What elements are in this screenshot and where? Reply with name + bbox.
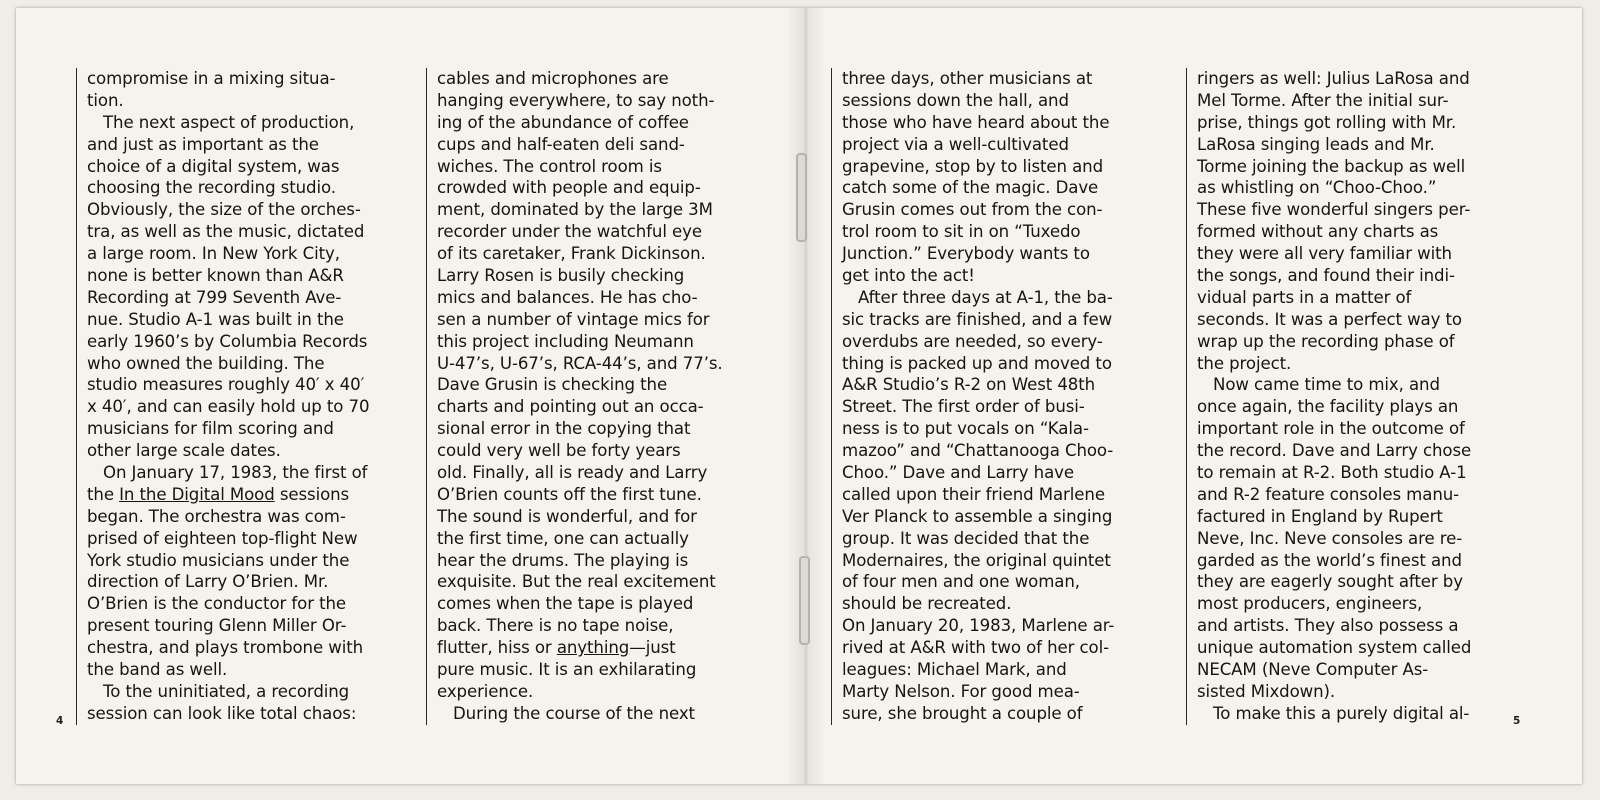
text-line: rived at A&R with two of her col-: [842, 638, 1109, 658]
text-line: The next aspect of production,: [103, 112, 355, 132]
text-line: most producers, engineers,: [1197, 594, 1423, 614]
text-column-4: [1186, 68, 1497, 725]
text-line: Choo.” Dave and Larry have: [842, 463, 1074, 483]
text-line: York studio musicians under the: [87, 550, 350, 570]
right-page: [806, 8, 1582, 784]
text-line: began. The orchestra was com-: [87, 506, 346, 526]
text-line: To make this a purely digital al-: [1213, 703, 1470, 723]
text-line: cables and microphones are: [437, 69, 669, 88]
text-line: and just as important as the: [87, 134, 319, 154]
text-line: nue. Studio A-1 was built in the: [87, 309, 344, 329]
text-line: a large room. In New York City,: [87, 244, 340, 264]
text-line: prised of eighteen top-flight New: [87, 528, 358, 548]
text-line: LaRosa singing leads and Mr.: [1197, 134, 1435, 154]
text-line: important role in the outcome of: [1197, 419, 1465, 439]
text-line: Neve, Inc. Neve consoles are re-: [1197, 528, 1463, 548]
text-line: once again, the facility plays an: [1197, 397, 1459, 417]
text-line: trol room to sit in on “Tuxedo: [842, 222, 1081, 242]
text-line: Dave Grusin is checking the: [437, 375, 668, 395]
text-line: this project including Neumann: [437, 331, 694, 351]
text-line: The sound is wonderful, and for: [437, 506, 697, 526]
text-line: experience.: [437, 681, 534, 701]
text-line: pure music. It is an exhilarating: [437, 660, 697, 680]
text-column-2: [426, 68, 737, 725]
text-line: ing of the abundance of coffee: [437, 112, 689, 132]
text-line: musicians for film scoring and: [87, 419, 334, 439]
text-line: cups and half-eaten deli sand-: [437, 134, 685, 154]
text-line: sure, she brought a couple of: [842, 703, 1083, 723]
text-line: exquisite. But the real excitement: [437, 572, 716, 592]
text-line: none is better known than A&R: [87, 266, 344, 286]
text-line: ness is to put vocals on “Kala-: [842, 419, 1089, 439]
text-line: session can look like total chaos:: [87, 703, 357, 723]
text-line: On January 17, 1983, the first of: [103, 463, 368, 483]
text-line: After three days at A-1, the ba-: [858, 287, 1113, 307]
text-line: get into the act!: [842, 266, 975, 286]
text-line: tion.: [87, 90, 124, 110]
text-line: three days, other musicians at: [842, 69, 1093, 88]
text-line: choosing the recording studio.: [87, 178, 336, 198]
text-line: U-47’s, U-67’s, RCA-44’s, and 77’s.: [437, 353, 723, 373]
text-line: choice of a digital system, was: [87, 156, 340, 176]
text-line: the In the Digital Mood sessions: [87, 484, 350, 504]
text-line: Junction.” Everybody wants to: [842, 244, 1090, 264]
text-line: comes when the tape is played: [437, 594, 694, 614]
text-line: direction of Larry O’Brien. Mr.: [87, 572, 329, 592]
text-line: charts and pointing out an occa-: [437, 397, 704, 417]
text-line: unique automation system called: [1197, 638, 1472, 658]
text-line: Torme joining the backup as well: [1197, 156, 1466, 176]
text-line: of its caretaker, Frank Dickinson.: [437, 244, 706, 264]
text-line: crowded with people and equip-: [437, 178, 701, 198]
text-line: as whistling on “Choo-Choo.”: [1197, 178, 1437, 198]
text-line: wiches. The control room is: [437, 156, 662, 176]
text-line: tra, as well as the music, dictated: [87, 222, 365, 242]
text-line: Now came time to mix, and: [1213, 375, 1440, 395]
text-line: ment, dominated by the large 3M: [437, 200, 713, 220]
text-line: ringers as well: Julius LaRosa and: [1197, 69, 1470, 88]
text-line: sional error in the copying that: [437, 419, 691, 439]
text-line: wrap up the recording phase of: [1197, 331, 1455, 351]
text-line: other large scale dates.: [87, 441, 281, 461]
text-line: to remain at R-2. Both studio A-1: [1197, 463, 1467, 483]
text-line: sessions down the hall, and: [842, 90, 1069, 110]
text-line: those who have heard about the: [842, 112, 1110, 132]
text-line: the record. Dave and Larry chose: [1197, 441, 1472, 461]
text-line: early 1960’s by Columbia Records: [87, 331, 368, 351]
left-page: [16, 8, 804, 784]
text-line: Recording at 799 Seventh Ave-: [87, 287, 342, 307]
text-line: the songs, and found their indi-: [1197, 266, 1455, 286]
text-line: catch some of the magic. Dave: [842, 178, 1099, 198]
text-line: O’Brien counts off the first tune.: [437, 484, 702, 504]
text-line: should be recreated.: [842, 594, 1012, 614]
text-line: Marty Nelson. For good mea-: [842, 681, 1080, 701]
text-line: hanging everywhere, to say noth-: [437, 90, 715, 110]
text-line: the project.: [1197, 353, 1292, 373]
text-line: could very well be forty years: [437, 441, 681, 461]
text-line: Larry Rosen is busily checking: [437, 266, 685, 286]
text-line: called upon their friend Marlene: [842, 484, 1105, 504]
text-line: sic tracks are finished, and a few: [842, 309, 1113, 329]
text-line: vidual parts in a matter of: [1197, 287, 1412, 307]
underlined-text: anything: [556, 638, 630, 658]
text-line: sen a number of vintage mics for: [437, 309, 710, 329]
text-line: prise, things got rolling with Mr.: [1197, 112, 1457, 132]
text-line: formed without any charts as: [1197, 222, 1439, 242]
text-line: thing is packed up and moved to: [842, 353, 1112, 373]
text-line: During the course of the next: [453, 703, 695, 723]
text-column-1: [76, 68, 387, 725]
text-line: and artists. They also possess a: [1197, 616, 1459, 636]
underlined-text: In the Digital Mood: [119, 484, 275, 504]
text-line: present touring Glenn Miller Or-: [87, 616, 347, 636]
text-line: the band as well.: [87, 660, 228, 680]
text-line: Street. The first order of busi-: [842, 397, 1085, 417]
text-line: project via a well-cultivated: [842, 134, 1069, 154]
text-line: and R-2 feature consoles manu-: [1197, 484, 1460, 504]
text-line: Grusin comes out from the con-: [842, 200, 1103, 220]
text-line: On January 20, 1983, Marlene ar-: [842, 616, 1115, 636]
page-number-right: 5: [1513, 715, 1521, 727]
text-line: Mel Torme. After the initial sur-: [1197, 90, 1449, 110]
text-line: To the uninitiated, a recording: [103, 681, 350, 701]
text-line: compromise in a mixing situa-: [87, 69, 336, 88]
text-line: garded as the world’s finest and: [1197, 550, 1462, 570]
text-line: grapevine, stop by to listen and: [842, 156, 1104, 176]
text-line: leagues: Michael Mark, and: [842, 660, 1067, 680]
text-line: seconds. It was a perfect way to: [1197, 309, 1462, 329]
text-line: Obviously, the size of the orches-: [87, 200, 361, 220]
text-line: overdubs are needed, so every-: [842, 331, 1103, 351]
text-line: of four men and one woman,: [842, 572, 1080, 592]
text-line: the first time, one can actually: [437, 528, 689, 548]
text-line: recorder under the watchful eye: [437, 222, 702, 242]
text-line: chestra, and plays trombone with: [87, 638, 364, 658]
text-line: These five wonderful singers per-: [1197, 200, 1471, 220]
text-line: factured in England by Rupert: [1197, 506, 1443, 526]
text-line: NECAM (Neve Computer As-: [1197, 660, 1429, 680]
text-line: mazoo” and “Chattanooga Choo-: [842, 441, 1114, 461]
text-line: flutter, hiss or anything—just: [437, 638, 676, 658]
text-line: who owned the building. The: [87, 353, 325, 373]
text-line: group. It was decided that the: [842, 528, 1090, 548]
text-line: they were all very familiar with: [1197, 244, 1452, 264]
text-line: x 40′, and can easily hold up to 70: [87, 397, 370, 417]
page-number-left: 4: [56, 715, 64, 727]
text-line: Ver Planck to assemble a singing: [842, 506, 1113, 526]
text-line: Modernaires, the original quintet: [842, 550, 1111, 570]
text-line: sisted Mixdown).: [1197, 681, 1336, 701]
text-line: they are eagerly sought after by: [1197, 572, 1463, 592]
booklet-spread: [16, 8, 1582, 784]
text-line: hear the drums. The playing is: [437, 550, 689, 570]
text-line: old. Finally, all is ready and Larry: [437, 463, 708, 483]
text-line: A&R Studio’s R-2 on West 48th: [842, 375, 1096, 395]
text-line: studio measures roughly 40′ x 40′: [87, 375, 365, 395]
text-line: O’Brien is the conductor for the: [87, 594, 347, 614]
text-line: back. There is no tape noise,: [437, 616, 674, 636]
text-column-3: [831, 68, 1142, 725]
text-line: mics and balances. He has cho-: [437, 287, 698, 307]
